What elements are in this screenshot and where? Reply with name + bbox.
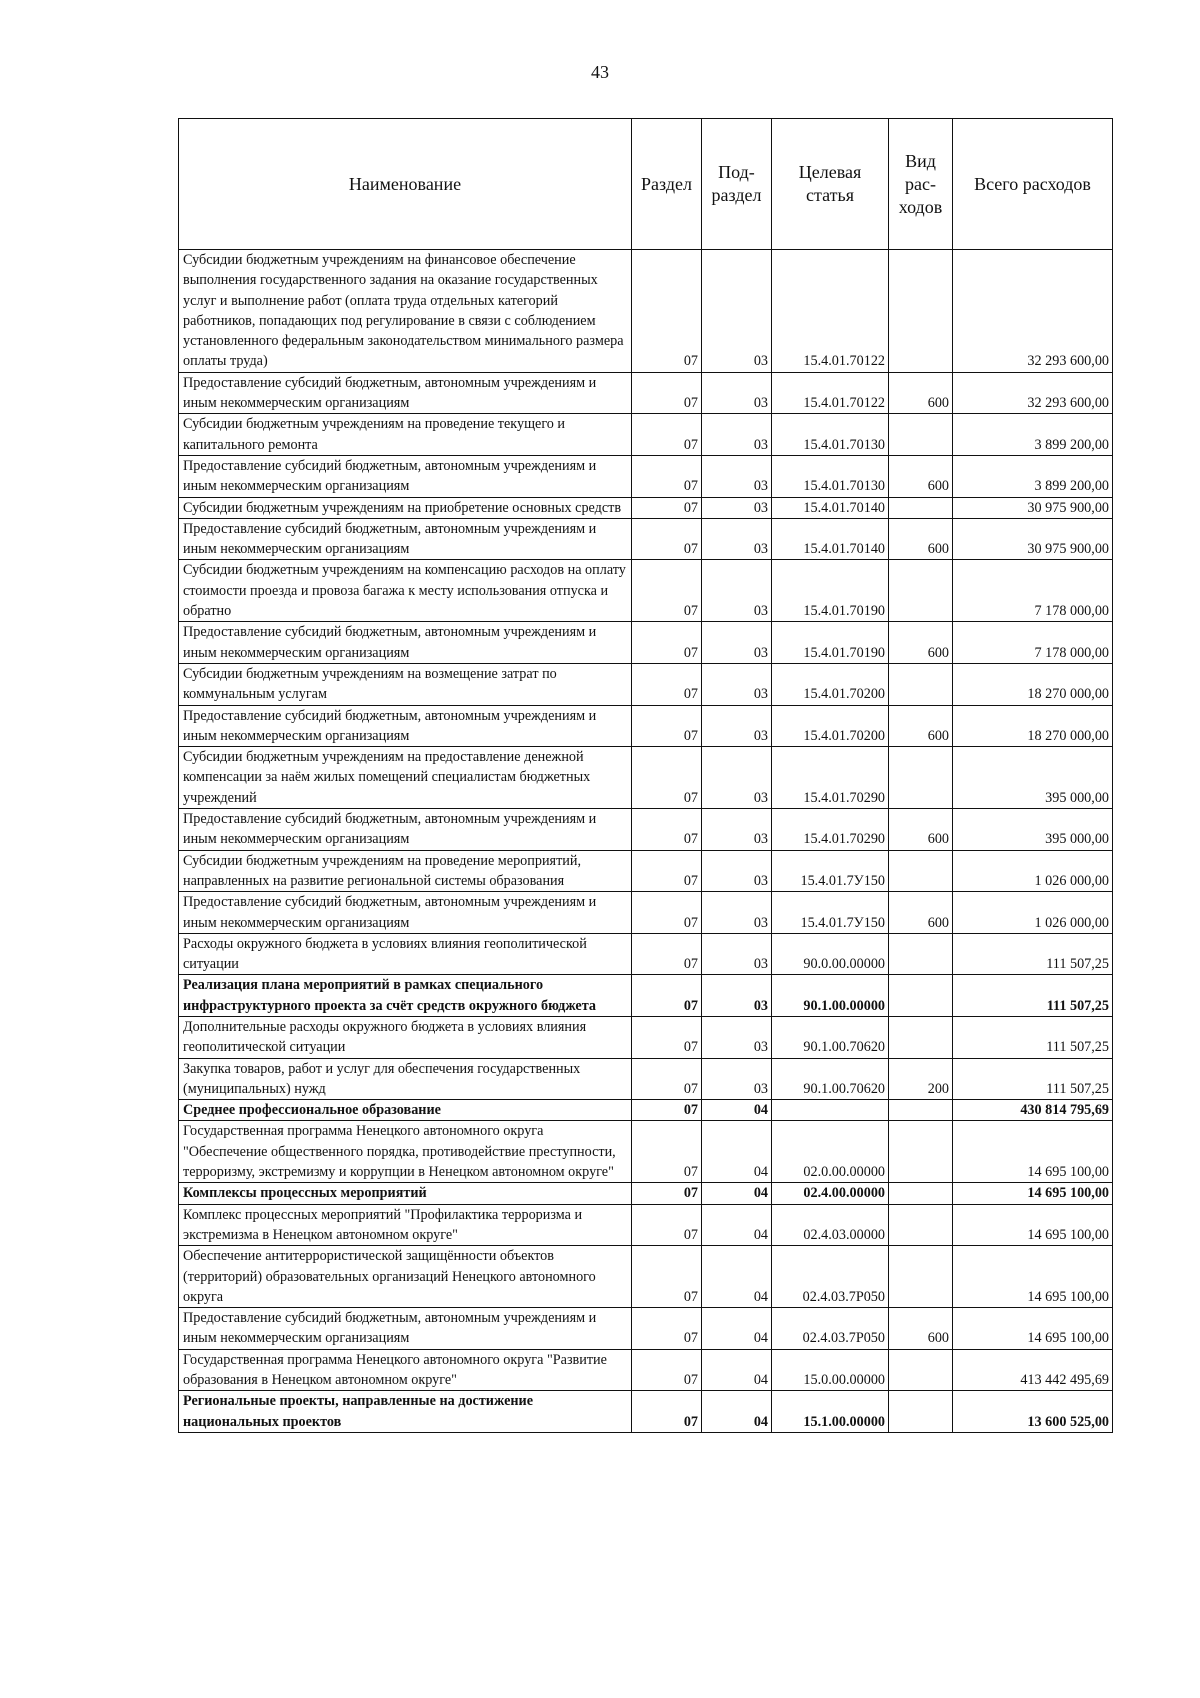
cell-celevaya-statya: 15.4.01.70200: [772, 663, 889, 705]
cell-vid-rashodov: 600: [889, 455, 953, 497]
table-row: [179, 622, 1113, 664]
cell-vid-rashodov: [889, 497, 953, 518]
cell-name: Расходы окружного бюджета в условиях влияния геополитической ситуации: [179, 933, 632, 975]
cell-vid-rashodov: [889, 1100, 953, 1121]
cell-razdel: 07: [632, 372, 702, 414]
cell-razdel: 07: [632, 622, 702, 664]
cell-name: Комплексы процессных мероприятий: [179, 1183, 632, 1204]
cell-vid-rashodov: [889, 663, 953, 705]
table-row: [179, 1016, 1113, 1058]
cell-podrazdel: 03: [702, 933, 772, 975]
table-row: [179, 892, 1113, 934]
cell-razdel: 07: [632, 1391, 702, 1433]
header-name: Наименование: [179, 119, 632, 250]
cell-celevaya-statya: 02.4.03.7Р050: [772, 1246, 889, 1308]
cell-name: Комплекс процессных мероприятий "Профилактика терроризма и экстремизма в Ненецком автономном округе": [179, 1204, 632, 1246]
cell-vsego-rashodov: 14 695 100,00: [953, 1204, 1113, 1246]
cell-podrazdel: 03: [702, 250, 772, 373]
cell-celevaya-statya: 02.0.00.00000: [772, 1121, 889, 1183]
cell-podrazdel: 03: [702, 518, 772, 560]
cell-razdel: 07: [632, 705, 702, 747]
cell-celevaya-statya: 15.4.01.7У150: [772, 892, 889, 934]
header-vid-rashodov: Вид рас- ходов: [889, 119, 953, 250]
cell-vid-rashodov: [889, 250, 953, 373]
cell-name: Предоставление субсидий бюджетным, автономным учреждениям и иным некоммерческим организациям: [179, 1308, 632, 1350]
cell-vid-rashodov: [889, 1016, 953, 1058]
table-row: [179, 1058, 1113, 1100]
cell-razdel: 07: [632, 560, 702, 622]
table-row: [179, 1391, 1113, 1433]
cell-podrazdel: 03: [702, 809, 772, 851]
cell-vsego-rashodov: 1 026 000,00: [953, 850, 1113, 892]
cell-celevaya-statya: 02.4.03.7Р050: [772, 1308, 889, 1350]
cell-podrazdel: 03: [702, 414, 772, 456]
cell-razdel: 07: [632, 518, 702, 560]
cell-vsego-rashodov: 30 975 900,00: [953, 497, 1113, 518]
cell-vsego-rashodov: 30 975 900,00: [953, 518, 1113, 560]
cell-vid-rashodov: 600: [889, 892, 953, 934]
cell-vsego-rashodov: 395 000,00: [953, 747, 1113, 809]
cell-name: Предоставление субсидий бюджетным, автономным учреждениям и иным некоммерческим организациям: [179, 705, 632, 747]
cell-vid-rashodov: 600: [889, 809, 953, 851]
cell-vsego-rashodov: 7 178 000,00: [953, 622, 1113, 664]
cell-vsego-rashodov: 430 814 795,69: [953, 1100, 1113, 1121]
cell-celevaya-statya: 15.4.01.70290: [772, 747, 889, 809]
table-row: [179, 372, 1113, 414]
cell-razdel: 07: [632, 1016, 702, 1058]
cell-podrazdel: 03: [702, 497, 772, 518]
cell-name: Предоставление субсидий бюджетным, автономным учреждениям и иным некоммерческим организациям: [179, 892, 632, 934]
cell-podrazdel: 03: [702, 747, 772, 809]
cell-podrazdel: 04: [702, 1100, 772, 1121]
cell-celevaya-statya: 15.4.01.70130: [772, 455, 889, 497]
header-celevaya-statya: Целевая статья: [772, 119, 889, 250]
cell-podrazdel: 03: [702, 1016, 772, 1058]
cell-name: Субсидии бюджетным учреждениям на финансовое обеспечение выполнения государственного задания на оказание государственных услуг и выполнение работ (оплата труда отдельных категорий работников, попадающих под регулирование в связи с соблюдением установленного федеральным законодательством минимального размера оплаты труда): [179, 250, 632, 373]
cell-celevaya-statya: 15.4.01.70190: [772, 622, 889, 664]
cell-celevaya-statya: 15.4.01.70200: [772, 705, 889, 747]
cell-name: Государственная программа Ненецкого автономного округа "Развитие образования в Ненецком автономном округе": [179, 1349, 632, 1391]
cell-name: Региональные проекты, направленные на достижение национальных проектов: [179, 1391, 632, 1433]
table-row: [179, 1183, 1113, 1204]
cell-vid-rashodov: 600: [889, 372, 953, 414]
cell-vsego-rashodov: 413 442 495,69: [953, 1349, 1113, 1391]
table-row: [179, 1121, 1113, 1183]
cell-vsego-rashodov: 14 695 100,00: [953, 1183, 1113, 1204]
cell-name: Предоставление субсидий бюджетным, автономным учреждениям и иным некоммерческим организациям: [179, 622, 632, 664]
cell-celevaya-statya: 90.1.00.00000: [772, 975, 889, 1017]
table-row: [179, 747, 1113, 809]
cell-podrazdel: 04: [702, 1204, 772, 1246]
cell-podrazdel: 04: [702, 1391, 772, 1433]
cell-vid-rashodov: [889, 933, 953, 975]
cell-vid-rashodov: [889, 975, 953, 1017]
table-row: [179, 1100, 1113, 1121]
cell-name: Субсидии бюджетным учреждениям на предоставление денежной компенсации за наём жилых помещений специалистам бюджетных учреждений: [179, 747, 632, 809]
table-body: [179, 250, 1113, 1433]
cell-name: Предоставление субсидий бюджетным, автономным учреждениям и иным некоммерческим организациям: [179, 518, 632, 560]
table-row: [179, 560, 1113, 622]
cell-podrazdel: 04: [702, 1246, 772, 1308]
cell-vid-rashodov: [889, 1204, 953, 1246]
cell-vid-rashodov: [889, 414, 953, 456]
cell-vsego-rashodov: 111 507,25: [953, 975, 1113, 1017]
cell-razdel: 07: [632, 892, 702, 934]
cell-podrazdel: 04: [702, 1183, 772, 1204]
table-row: [179, 933, 1113, 975]
cell-celevaya-statya: 15.1.00.00000: [772, 1391, 889, 1433]
cell-podrazdel: 04: [702, 1121, 772, 1183]
cell-razdel: 07: [632, 933, 702, 975]
cell-vsego-rashodov: 111 507,25: [953, 1016, 1113, 1058]
header-razdel: Раздел: [632, 119, 702, 250]
cell-podrazdel: 03: [702, 372, 772, 414]
cell-vsego-rashodov: 18 270 000,00: [953, 663, 1113, 705]
cell-name: Среднее профессиональное образование: [179, 1100, 632, 1121]
cell-vid-rashodov: [889, 1246, 953, 1308]
table-row: [179, 975, 1113, 1017]
cell-podrazdel: 03: [702, 560, 772, 622]
cell-razdel: 07: [632, 1121, 702, 1183]
cell-razdel: 07: [632, 975, 702, 1017]
cell-podrazdel: 03: [702, 850, 772, 892]
cell-razdel: 07: [632, 1058, 702, 1100]
cell-podrazdel: 04: [702, 1308, 772, 1350]
cell-podrazdel: 03: [702, 892, 772, 934]
cell-celevaya-statya: 15.4.01.70122: [772, 372, 889, 414]
header-vsego-rashodov: Всего расходов: [953, 119, 1113, 250]
cell-name: Закупка товаров, работ и услуг для обеспечения государственных (муниципальных) нужд: [179, 1058, 632, 1100]
cell-vsego-rashodov: 14 695 100,00: [953, 1308, 1113, 1350]
cell-vid-rashodov: [889, 1391, 953, 1433]
cell-podrazdel: 03: [702, 975, 772, 1017]
table-row: [179, 1204, 1113, 1246]
table-row: [179, 497, 1113, 518]
cell-vid-rashodov: [889, 1349, 953, 1391]
cell-podrazdel: 03: [702, 705, 772, 747]
cell-celevaya-statya: 15.4.01.70190: [772, 560, 889, 622]
cell-celevaya-statya: 02.4.03.00000: [772, 1204, 889, 1246]
cell-vid-rashodov: [889, 850, 953, 892]
cell-name: Субсидии бюджетным учреждениям на возмещение затрат по коммунальным услугам: [179, 663, 632, 705]
table-row: [179, 850, 1113, 892]
cell-vsego-rashodov: 111 507,25: [953, 1058, 1113, 1100]
cell-podrazdel: 03: [702, 663, 772, 705]
cell-razdel: 07: [632, 747, 702, 809]
cell-razdel: 07: [632, 1183, 702, 1204]
cell-vid-rashodov: 600: [889, 705, 953, 747]
cell-celevaya-statya: 90.1.00.70620: [772, 1016, 889, 1058]
table-row: [179, 1349, 1113, 1391]
page-number: 43: [591, 62, 609, 82]
cell-podrazdel: 04: [702, 1349, 772, 1391]
cell-podrazdel: 03: [702, 1058, 772, 1100]
cell-vid-rashodov: [889, 1183, 953, 1204]
cell-name: Субсидии бюджетным учреждениям на проведение мероприятий, направленных на развитие региональной системы образования: [179, 850, 632, 892]
cell-razdel: 07: [632, 414, 702, 456]
cell-name: Реализация плана мероприятий в рамках специального инфраструктурного проекта за счёт средств окружного бюджета: [179, 975, 632, 1017]
cell-razdel: 07: [632, 250, 702, 373]
cell-name: Государственная программа Ненецкого автономного округа "Обеспечение общественного порядка, противодействие преступности, терроризму, экстремизму и коррупции в Ненецком автономном округе": [179, 1121, 632, 1183]
cell-celevaya-statya: 15.4.01.70122: [772, 250, 889, 373]
cell-name: Обеспечение антитеррористической защищённости объектов (территорий) образовательных организаций Ненецкого автономного округа: [179, 1246, 632, 1308]
cell-celevaya-statya: 15.4.01.7У150: [772, 850, 889, 892]
cell-podrazdel: 03: [702, 622, 772, 664]
cell-celevaya-statya: 90.1.00.70620: [772, 1058, 889, 1100]
table-row: [179, 1308, 1113, 1350]
cell-vsego-rashodov: 32 293 600,00: [953, 372, 1113, 414]
table-row: [179, 455, 1113, 497]
cell-name: Дополнительные расходы окружного бюджета в условиях влияния геополитической ситуации: [179, 1016, 632, 1058]
cell-razdel: 07: [632, 497, 702, 518]
table-row: [179, 705, 1113, 747]
cell-vid-rashodov: 200: [889, 1058, 953, 1100]
cell-vsego-rashodov: 3 899 200,00: [953, 414, 1113, 456]
cell-vsego-rashodov: 32 293 600,00: [953, 250, 1113, 373]
table-row: [179, 250, 1113, 373]
cell-razdel: 07: [632, 1308, 702, 1350]
cell-razdel: 07: [632, 1349, 702, 1391]
table-row: [179, 809, 1113, 851]
budget-table: [178, 118, 1113, 1433]
cell-podrazdel: 03: [702, 455, 772, 497]
cell-celevaya-statya: 15.0.00.00000: [772, 1349, 889, 1391]
cell-vsego-rashodov: 18 270 000,00: [953, 705, 1113, 747]
cell-celevaya-statya: 15.4.01.70290: [772, 809, 889, 851]
cell-razdel: 07: [632, 809, 702, 851]
cell-celevaya-statya: 02.4.00.00000: [772, 1183, 889, 1204]
cell-razdel: 07: [632, 455, 702, 497]
cell-razdel: 07: [632, 1100, 702, 1121]
cell-celevaya-statya: 15.4.01.70140: [772, 518, 889, 560]
table-row: [179, 663, 1113, 705]
table-header-row: [179, 119, 1113, 250]
cell-vid-rashodov: [889, 747, 953, 809]
cell-vsego-rashodov: 1 026 000,00: [953, 892, 1113, 934]
cell-celevaya-statya: 15.4.01.70140: [772, 497, 889, 518]
cell-vsego-rashodov: 111 507,25: [953, 933, 1113, 975]
cell-celevaya-statya: 90.0.00.00000: [772, 933, 889, 975]
table-row: [179, 518, 1113, 560]
cell-name: Предоставление субсидий бюджетным, автономным учреждениям и иным некоммерческим организациям: [179, 455, 632, 497]
cell-razdel: 07: [632, 850, 702, 892]
cell-razdel: 07: [632, 663, 702, 705]
cell-vsego-rashodov: 3 899 200,00: [953, 455, 1113, 497]
cell-vid-rashodov: [889, 560, 953, 622]
cell-name: Субсидии бюджетным учреждениям на компенсацию расходов на оплату стоимости проезда и провоза багажа к месту использования отпуска и обратно: [179, 560, 632, 622]
cell-name: Субсидии бюджетным учреждениям на проведение текущего и капитального ремонта: [179, 414, 632, 456]
cell-vsego-rashodov: 13 600 525,00: [953, 1391, 1113, 1433]
cell-vsego-rashodov: 14 695 100,00: [953, 1246, 1113, 1308]
cell-name: Предоставление субсидий бюджетным, автономным учреждениям и иным некоммерческим организациям: [179, 809, 632, 851]
cell-vsego-rashodov: 395 000,00: [953, 809, 1113, 851]
cell-vid-rashodov: 600: [889, 1308, 953, 1350]
header-podrazdel: Под- раздел: [702, 119, 772, 250]
cell-name: Предоставление субсидий бюджетным, автономным учреждениям и иным некоммерческим организациям: [179, 372, 632, 414]
cell-name: Субсидии бюджетным учреждениям на приобретение основных средств: [179, 497, 632, 518]
cell-vid-rashodov: 600: [889, 622, 953, 664]
cell-vid-rashodov: 600: [889, 518, 953, 560]
cell-celevaya-statya: [772, 1100, 889, 1121]
cell-razdel: 07: [632, 1246, 702, 1308]
table-row: [179, 414, 1113, 456]
cell-vid-rashodov: [889, 1121, 953, 1183]
cell-vsego-rashodov: 7 178 000,00: [953, 560, 1113, 622]
cell-celevaya-statya: 15.4.01.70130: [772, 414, 889, 456]
table-row: [179, 1246, 1113, 1308]
cell-vsego-rashodov: 14 695 100,00: [953, 1121, 1113, 1183]
cell-razdel: 07: [632, 1204, 702, 1246]
